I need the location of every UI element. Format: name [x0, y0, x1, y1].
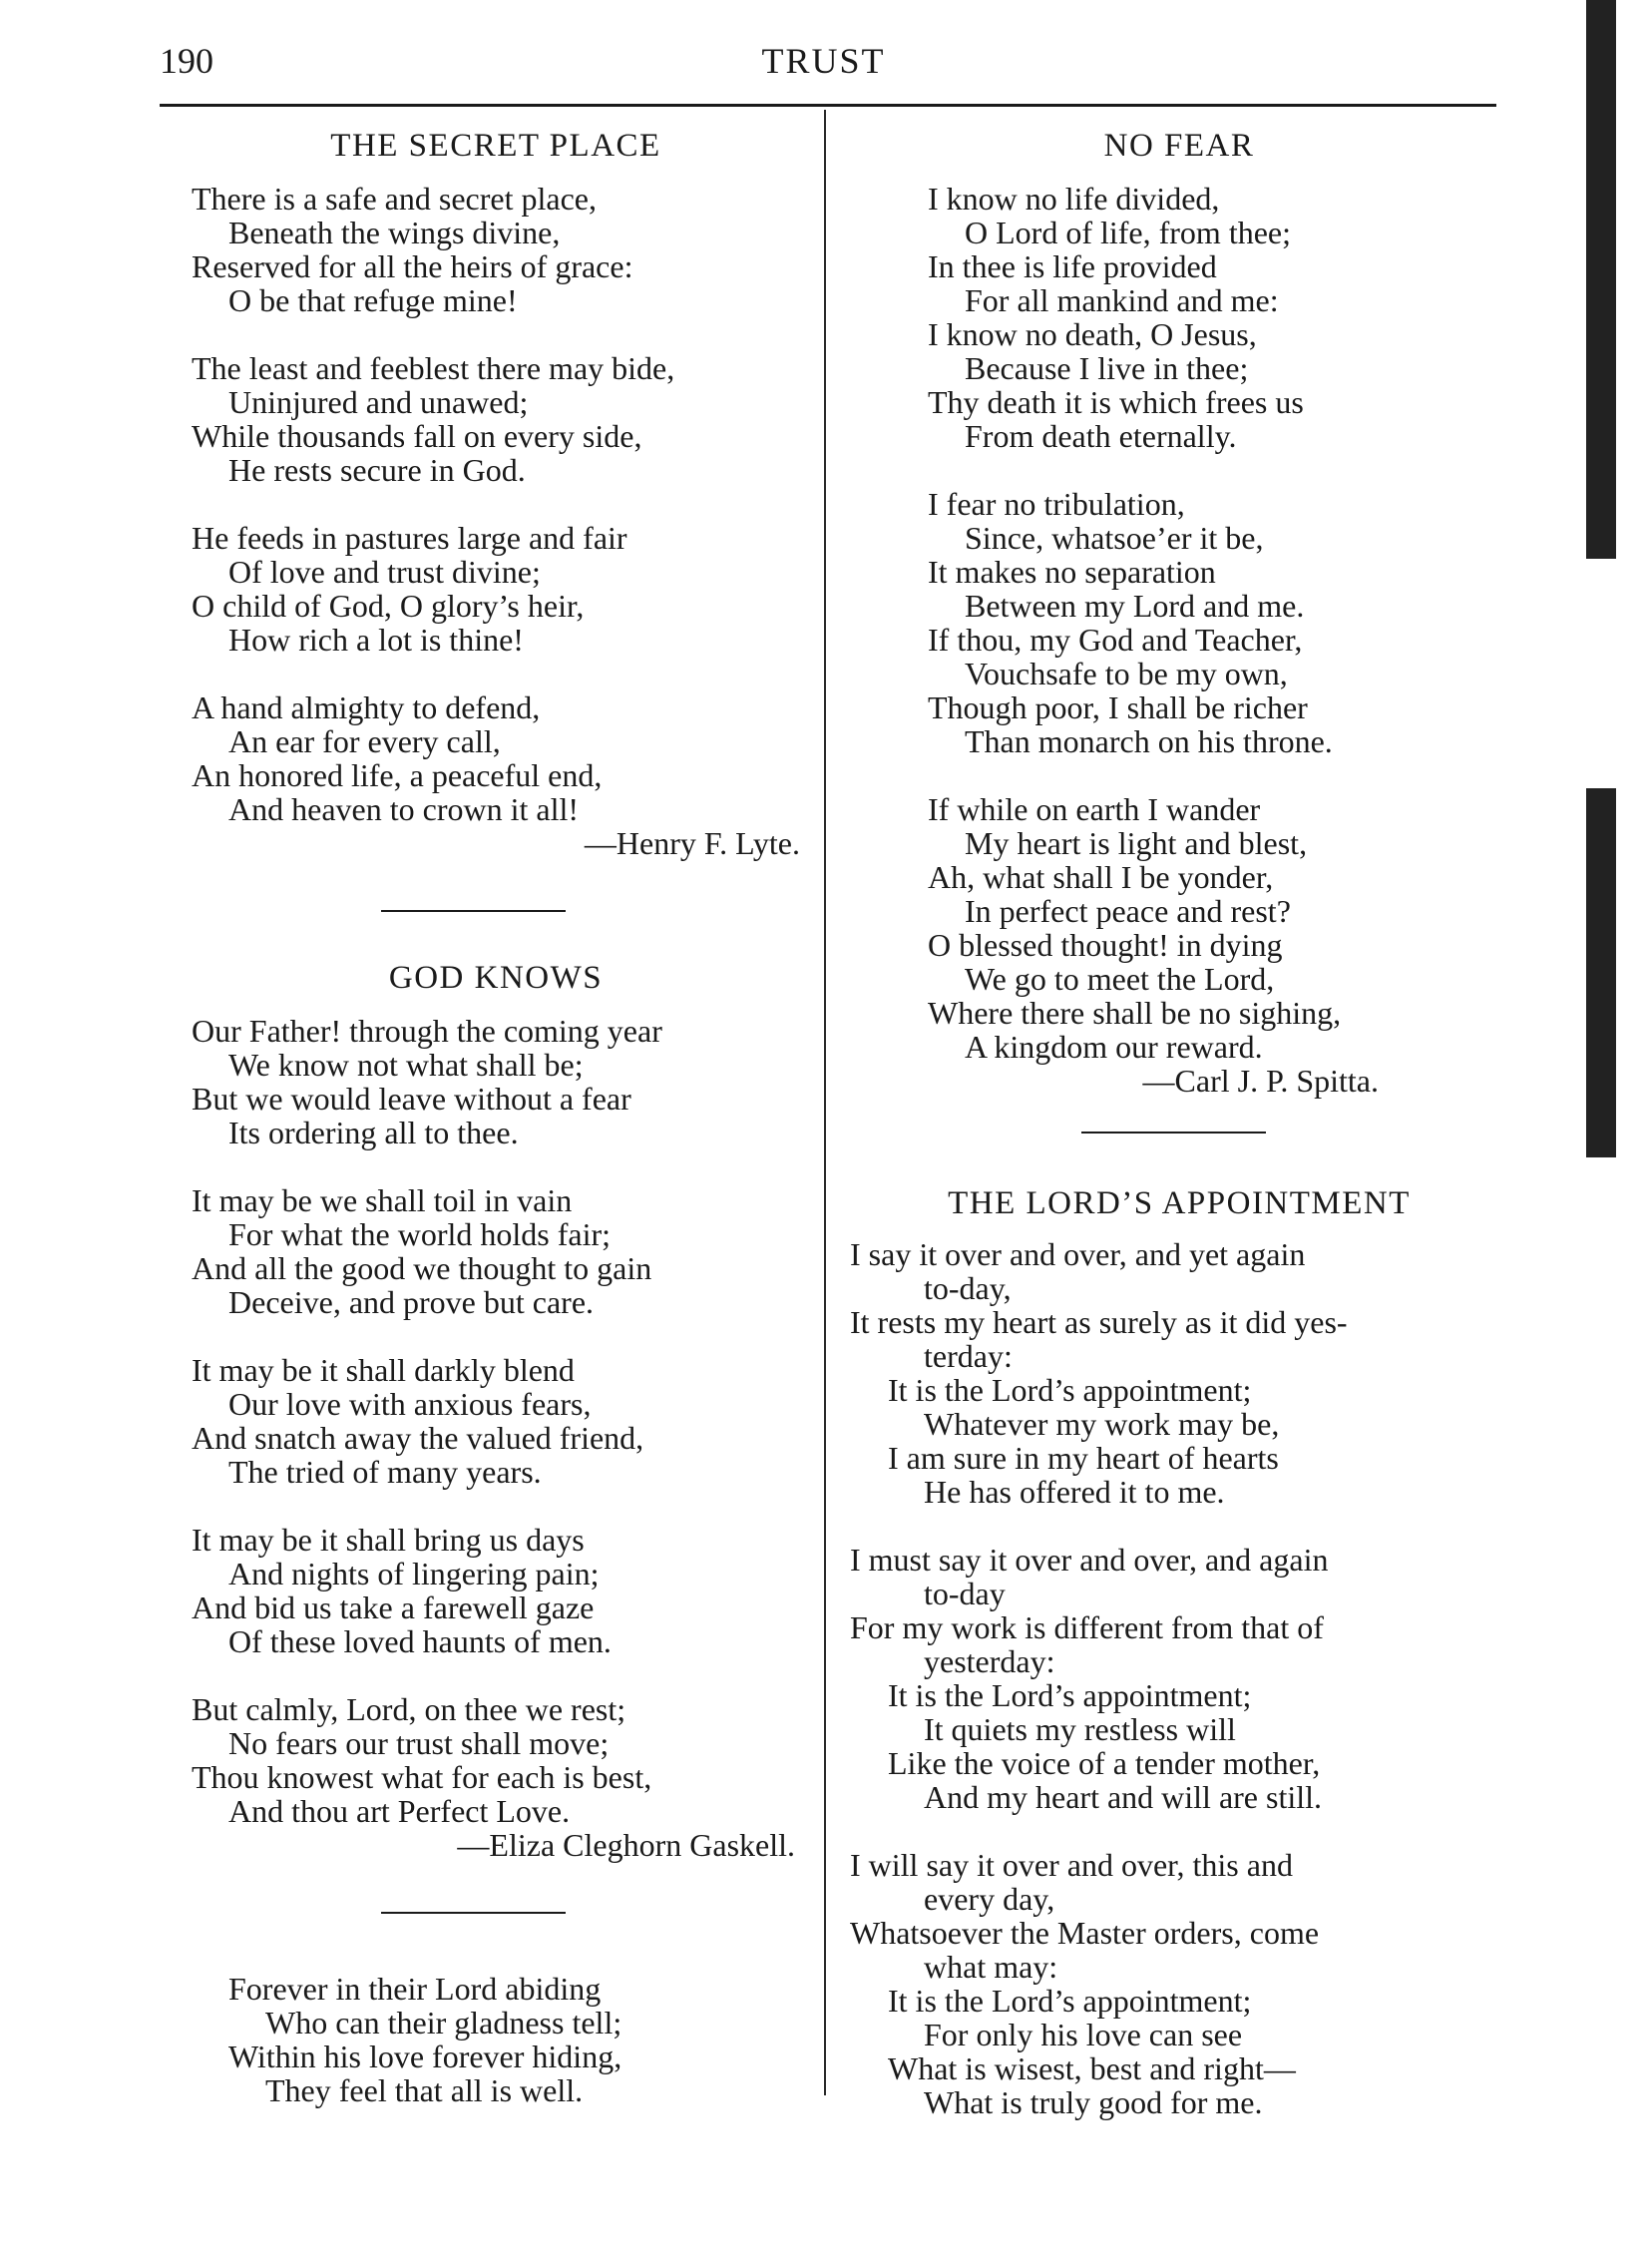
poem-line: Though poor, I shall be richer — [928, 689, 1308, 725]
poem-line: Thy death it is which frees us — [928, 384, 1304, 420]
poem-line: And thou art Perfect Love. — [228, 1793, 571, 1829]
poem-title: THE SECRET PLACE — [330, 128, 661, 164]
poem-line: O Lord of life, from thee; — [965, 215, 1291, 250]
poem-line: Within his love forever hiding, — [228, 2039, 622, 2074]
poem-line: It may be we shall toil in vain — [192, 1182, 573, 1218]
poem-line: Ah, what shall I be yonder, — [928, 859, 1274, 895]
poem-line: I fear no tribulation, — [928, 486, 1185, 522]
poem-line: Who can their gladness tell; — [265, 2005, 622, 2041]
poem-line: Deceive, and prove but care. — [228, 1284, 595, 1320]
poem-line: If thou, my God and Teacher, — [928, 622, 1303, 658]
poem-line: It quiets my restless will — [924, 1711, 1236, 1747]
poem-line: O blessed thought! in dying — [928, 927, 1283, 963]
poem-line: And heaven to crown it all! — [228, 791, 579, 827]
poem-line: He rests secure in God. — [228, 452, 526, 488]
poem-line: He has offered it to me. — [924, 1474, 1225, 1510]
poem-line: They feel that all is well. — [265, 2072, 584, 2108]
poem-line: to-day, — [924, 1270, 1012, 1306]
poem-line: Uninjured and unawed; — [228, 384, 529, 420]
page-number: 190 — [160, 41, 213, 81]
poem-line: Between my Lord and me. — [965, 588, 1305, 624]
poem-line: I say it over and over, and yet again — [850, 1236, 1306, 1272]
poem-title: NO FEAR — [1103, 128, 1255, 164]
poem-line: And all the good we thought to gain — [192, 1250, 652, 1286]
poem-line: what may: — [924, 1949, 1058, 1985]
section-separator — [381, 910, 566, 912]
poem-line: I must say it over and over, and again — [850, 1542, 1329, 1578]
poem-line: Than monarch on his throne. — [965, 723, 1333, 759]
poem-line: It is the Lord’s appointment; — [888, 1677, 1252, 1713]
poem-line: O child of God, O glory’s heir, — [192, 588, 585, 624]
poem-line: In perfect peace and rest? — [965, 893, 1291, 929]
poem-line: If while on earth I wander — [928, 791, 1261, 827]
poem-line: We go to meet the Lord, — [965, 961, 1275, 997]
poem-line: There is a safe and secret place, — [192, 181, 597, 217]
poem-line: For only his love can see — [924, 2017, 1243, 2052]
poem-line: It makes no separation — [928, 554, 1216, 590]
poem-line: We know not what shall be; — [228, 1047, 584, 1083]
poem-line: And nights of lingering pain; — [228, 1556, 600, 1591]
poem-line: It may be it shall bring us days — [192, 1522, 585, 1558]
poem-line: I am sure in my heart of hearts — [888, 1440, 1279, 1476]
poem-line: yesterday: — [924, 1643, 1055, 1679]
poem-line: Our Father! through the coming year — [192, 1013, 662, 1049]
poem-title: GOD KNOWS — [388, 960, 604, 996]
poem-line: And my heart and will are still. — [924, 1779, 1323, 1815]
scan-edge-shadow — [1586, 0, 1616, 559]
poem-line: The tried of many years. — [228, 1454, 542, 1490]
poem-line: I know no death, O Jesus, — [928, 316, 1257, 352]
poem-line: And snatch away the valued friend, — [192, 1420, 644, 1456]
poem-line: An honored life, a peaceful end, — [192, 757, 603, 793]
poem-line: to-day — [924, 1576, 1006, 1611]
poem-line: How rich a lot is thine! — [228, 622, 524, 658]
poem-line: Vouchsafe to be my own, — [965, 656, 1288, 691]
poem-line: It may be it shall darkly blend — [192, 1352, 575, 1388]
poem-line: Whatever my work may be, — [924, 1406, 1280, 1442]
poem-line: A kingdom our reward. — [965, 1029, 1263, 1065]
poem-line: terday: — [924, 1338, 1013, 1374]
poem-line: It is the Lord’s appointment; — [888, 1983, 1252, 2019]
poem-line: Our love with anxious fears, — [228, 1386, 592, 1422]
header-rule — [160, 104, 1496, 107]
section-separator — [1081, 1132, 1266, 1134]
poem-title: THE LORD’S APPOINTMENT — [948, 1185, 1411, 1221]
poem-line: Forever in their Lord abiding — [228, 1971, 602, 2007]
poem-line: Like the voice of a tender mother, — [888, 1745, 1321, 1781]
poem-line: O be that refuge mine! — [228, 282, 518, 318]
poem-line: Whatsoever the Master orders, come — [850, 1915, 1320, 1951]
poem-line: What is wisest, best and right— — [888, 2050, 1296, 2086]
running-head: TRUST — [761, 41, 886, 81]
poem-line: I will say it over and over, this and — [850, 1847, 1293, 1883]
poem-author: —Carl J. P. Spitta. — [1142, 1063, 1379, 1099]
poem-line: It rests my heart as surely as it did yes- — [850, 1304, 1348, 1340]
poem-line: While thousands fall on every side, — [192, 418, 642, 454]
poem-line: And bid us take a farewell gaze — [192, 1589, 595, 1625]
poem-line: Reserved for all the heirs of grace: — [192, 248, 633, 284]
poem-line: It is the Lord’s appointment; — [888, 1372, 1252, 1408]
section-separator — [381, 1912, 566, 1914]
poem-line: Thou knowest what for each is best, — [192, 1759, 652, 1795]
poem-line: Since, whatsoe’er it be, — [965, 520, 1264, 556]
poem-line: No fears our trust shall move; — [228, 1725, 610, 1761]
poem-line: Where there shall be no sighing, — [928, 995, 1342, 1031]
poem-line: Because I live in thee; — [965, 350, 1249, 386]
poem-line: In thee is life provided — [928, 248, 1217, 284]
poem-line: The least and feeblest there may bide, — [192, 350, 675, 386]
poem-line: He feeds in pastures large and fair — [192, 520, 627, 556]
poem-line: For what the world holds fair; — [228, 1216, 612, 1252]
scan-edge-shadow — [1586, 788, 1616, 1157]
poem-line: But calmly, Lord, on thee we rest; — [192, 1691, 626, 1727]
poem-line: every day, — [924, 1881, 1055, 1917]
poem-line: Beneath the wings divine, — [228, 215, 561, 250]
poem-line: My heart is light and blest, — [965, 825, 1308, 861]
column-divider — [824, 110, 826, 2095]
poem-line: But we would leave without a fear — [192, 1081, 631, 1117]
poem-line: Of love and trust divine; — [228, 554, 541, 590]
poem-line: From death eternally. — [965, 418, 1237, 454]
poem-line: An ear for every call, — [228, 723, 501, 759]
poem-line: For all mankind and me: — [965, 282, 1279, 318]
poem-author: —Henry F. Lyte. — [584, 825, 800, 861]
poem-line: I know no life divided, — [928, 181, 1220, 217]
poem-author: —Eliza Cleghorn Gaskell. — [457, 1827, 795, 1863]
poem-line: A hand almighty to defend, — [192, 689, 541, 725]
poem-line: Of these loved haunts of men. — [228, 1623, 612, 1659]
poem-line: What is truly good for me. — [924, 2084, 1263, 2120]
poem-line: Its ordering all to thee. — [228, 1115, 519, 1150]
poem-line: For my work is different from that of — [850, 1609, 1324, 1645]
